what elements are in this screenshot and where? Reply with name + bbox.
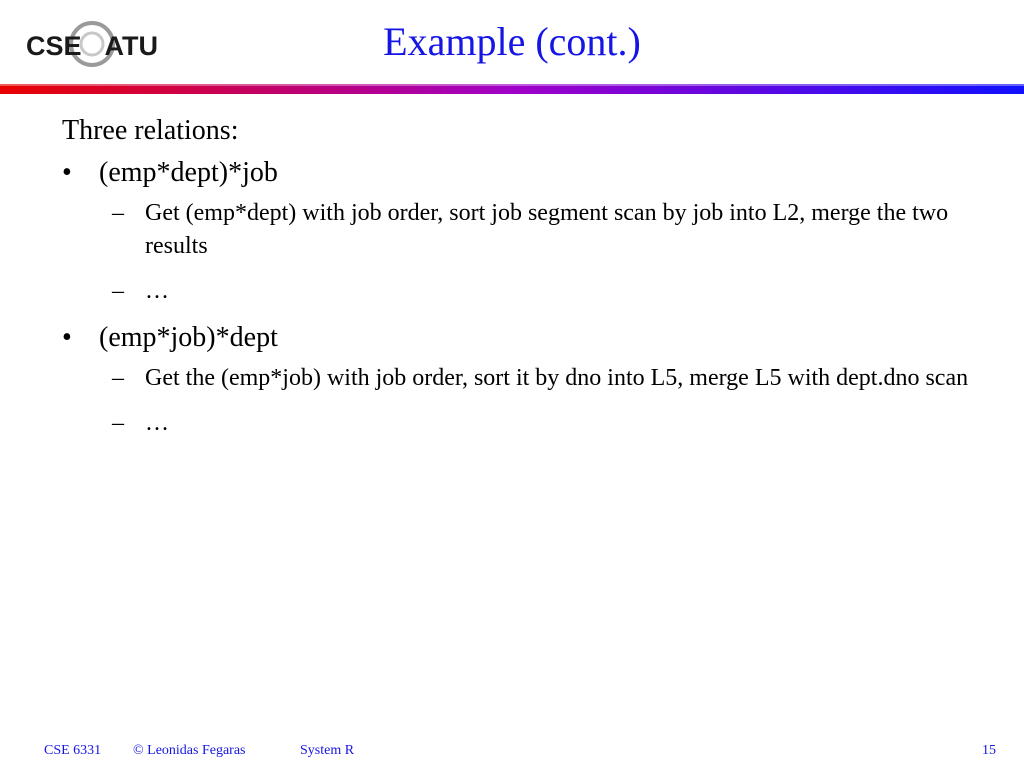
dash-icon: – [112,410,124,436]
footer-author: © Leonidas Fegaras [133,743,246,758]
footer-course: CSE 6331 [44,743,102,758]
slide-content [62,113,982,452]
sub-item [62,362,982,395]
bullet-item [62,155,982,191]
sub-list [62,197,982,308]
sub-item-text: Get (emp*dept) with job order, sort job segment scan by job into L2, merge the two results [145,200,949,259]
sub-item [62,275,982,308]
sub-item-text: … [145,410,169,436]
bullet-icon: • [62,322,72,353]
sub-item-text: Get the (emp*job) with job order, sort it by dno into L5, merge L5 with dept.dno scan [145,365,969,391]
page-number: 15 [982,743,996,758]
svg-text:CSE: CSE [26,31,82,61]
sub-item-text: … [145,278,169,304]
svg-text:UTA: UTA [104,31,158,61]
sub-list [62,362,982,440]
intro-text: Three relations: [62,115,239,146]
dash-icon: – [112,278,124,304]
footer-topic: System R [300,743,355,758]
bullet-text: (emp*dept)*job [99,157,278,188]
sub-item [62,197,982,263]
dash-icon: – [112,200,124,226]
slide-title: Example (cont.) [383,19,641,64]
bullet-icon: • [62,157,72,188]
title-divider [0,84,1024,94]
dash-icon: – [112,365,124,391]
bullet-text: (emp*job)*dept [99,322,278,353]
sub-item [62,407,982,440]
bullet-item [62,320,982,356]
